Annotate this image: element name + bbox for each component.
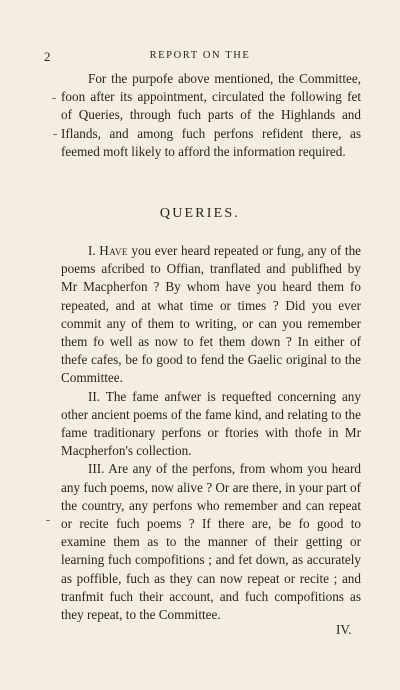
margin-mark xyxy=(53,134,57,135)
query-text: Are any of the perfons, from whom you heard any fuch poems, now alive ? Or are there, in your part of the country, any perfons who remember and can repeat or recite fuch poems ? If there are, be fo good to examine them as to the manner of their getting or learning fuch compofitions ; and fet down, as accurately as poffible, fuch as they can now repeat or recite ; and tranfmit fuch their account, and fuch compofitions as they repeat, to the Committee. xyxy=(61,461,361,623)
query-text: The fame anfwer is requefted concerning any other ancient poems of the fame kind, and relating to the fame traditionary perfons or ftories with thofe in Mr Macpherfon's collection. xyxy=(61,388,361,459)
query-numeral: III. xyxy=(88,461,105,477)
intro-paragraph-block xyxy=(61,70,361,161)
query-lead-word: Have xyxy=(99,243,128,258)
page-number: 2 xyxy=(44,49,51,64)
query-numeral: I. xyxy=(88,243,96,258)
margin-mark xyxy=(46,520,50,521)
query-item-1 xyxy=(61,242,361,388)
margin-mark xyxy=(52,98,56,99)
query-text: you ever heard repeated or fung, any of the poems afcribed to Offian, tranflated and publifhed by Mr Macpherfon ? By whom have you heard them fo repeated, and at what time or times ? Did you ever commit any of them to writing, or can you remember them fo well as now to fet them down ? In either of thefe cafes, be fo good to fend the Gaelic original to the Committee. xyxy=(61,243,362,386)
queries-heading: QUERIES. xyxy=(159,206,241,221)
query-item-3 xyxy=(61,460,361,624)
intro-paragraph: For the purpofe above mentioned, the Committee, foon after its appointment, circulated the following fet of Queries, through fuch parts of the Highlands and Iflands, and among fuch perfons refident there, as feemed moft likely to afford the information required. xyxy=(61,71,361,159)
running-head: REPORT ON THE xyxy=(149,50,251,61)
queries-list xyxy=(61,242,361,624)
catchword: IV. xyxy=(336,622,352,637)
query-item-2 xyxy=(61,388,361,461)
page-header xyxy=(0,49,400,69)
query-numeral: II. xyxy=(88,388,101,404)
